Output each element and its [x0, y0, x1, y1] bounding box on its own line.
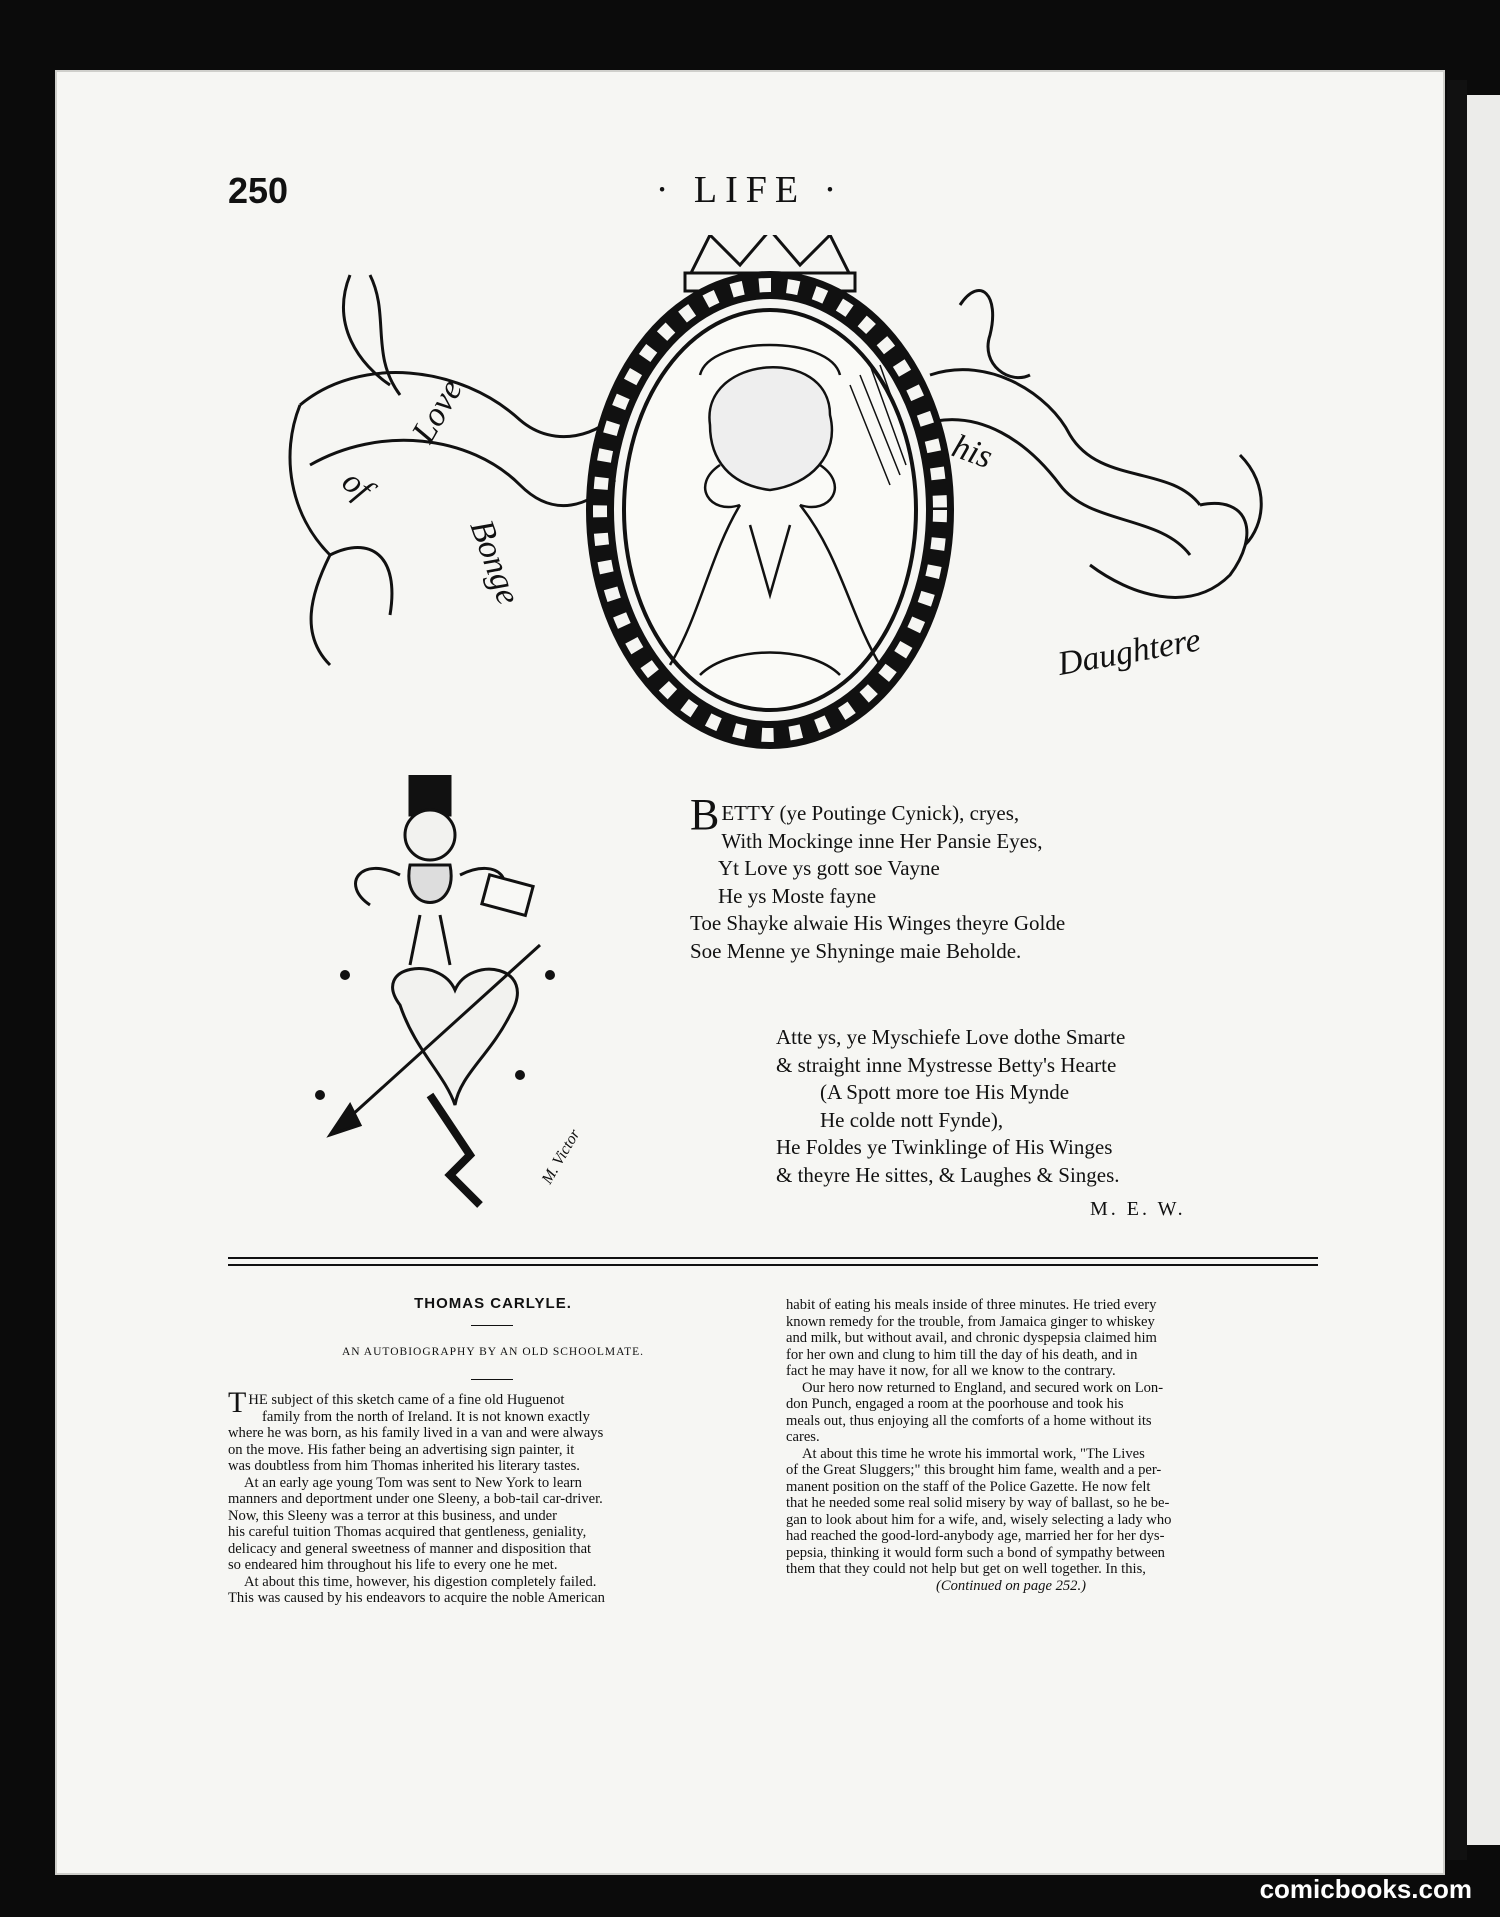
- poem-line: (A Spott more toe His Mynde: [820, 1080, 1070, 1104]
- poem-stanza-2: [776, 1024, 1125, 1189]
- svg-text:M. Victor: M. Victor: [538, 1126, 584, 1187]
- continued-note: (Continued on page 252.): [936, 1577, 1086, 1594]
- section-divider-top: [228, 1257, 1318, 1259]
- article-line: Now, this Sleeny was a terror at this business, and under: [228, 1507, 557, 1524]
- article-line: family from the north of Ireland. It is not known exactly: [262, 1408, 590, 1425]
- poem-dropcap: B: [690, 790, 720, 839]
- poem-stanza-1: [690, 790, 1066, 965]
- article-line: them that they could not help but get on well together. In this,: [786, 1561, 1146, 1577]
- watermark: comicbooks.com: [1259, 1874, 1472, 1904]
- article-column-1: [228, 1386, 760, 1607]
- article-line: meals out, thus enjoying all the comforts of a home without its: [786, 1412, 1152, 1429]
- banner-word-bonge: Bonge: [462, 515, 527, 610]
- article-line: gan to look about him for a wife, and, wisely selecting a lady who: [786, 1511, 1172, 1528]
- article-line: habit of eating his meals inside of three minutes. He tried every: [786, 1297, 1157, 1313]
- banner-word-his: his: [947, 427, 998, 477]
- section-divider-bottom: [228, 1264, 1318, 1266]
- article-line: on the move. His father being an advertising sign painter, it: [228, 1441, 575, 1458]
- article-line: of the Great Sluggers;" this brought him fame, wealth and a per-: [786, 1462, 1162, 1478]
- poem-line: With Mockinge inne Her Pansie Eyes,: [721, 828, 1043, 853]
- article-dropcap: T: [228, 1386, 247, 1419]
- article-line: cares.: [786, 1429, 820, 1445]
- article-column-2: [786, 1297, 1318, 1594]
- article-line: his careful tuition Thomas acquired that gentleness, geniality,: [228, 1524, 587, 1540]
- portrait-medallion-illustration: [270, 235, 1290, 755]
- article-line: pepsia, thinking it would form such a bond of sympathy between: [786, 1544, 1165, 1561]
- article-subtitle: AN AUTOBIOGRAPHY BY AN OLD SCHOOLMATE.: [341, 1346, 645, 1358]
- poem-signature: M. E. W.: [1090, 1198, 1186, 1220]
- poem-line: He colde nott Fynde),: [820, 1107, 1004, 1132]
- banner-word-love: Love: [404, 373, 470, 449]
- article-line: don Punch, engaged a room at the poorhouse and took his: [786, 1396, 1124, 1412]
- article-line: known remedy for the trouble, from Jamaica ginger to whiskey: [786, 1313, 1155, 1330]
- poem-line: Atte ys, ye Myschiefe Love dothe Smarte: [776, 1025, 1126, 1049]
- cupid-on-heart-illustration: [290, 775, 620, 1235]
- article-line: delicacy and general sweetness of manner and disposition that: [228, 1540, 592, 1557]
- article-line: At an early age young Tom was sent to New York to learn: [244, 1474, 582, 1491]
- poem-line: & theyre He sittes, & Laughes & Singes.: [776, 1162, 1120, 1187]
- poem-line: He Foldes ye Twinklinge of His Winges: [776, 1135, 1113, 1159]
- article-line: At about this time he wrote his immortal work, "The Lives: [802, 1445, 1145, 1462]
- article-line: THE subject of this sketch came of a fine old Huguenot: [228, 1386, 565, 1419]
- article-line: Our hero now returned to England, and secured work on Lon-: [802, 1379, 1164, 1396]
- banner-word-daughtere: Daughtere: [1054, 621, 1204, 683]
- poem-line: He ys Moste fayne: [718, 883, 877, 908]
- page-number: 250: [228, 170, 289, 211]
- poem-line: & straight inne Mystresse Betty's Hearte: [776, 1052, 1117, 1077]
- subtitle-underline: [471, 1379, 513, 1380]
- article-line: fact he may have it now, for all we know to the contrary.: [786, 1363, 1116, 1379]
- title-underline: [471, 1325, 513, 1326]
- poem-line: Yt Love ys gott soe Vayne: [718, 856, 940, 880]
- article-line: manent position on the staff of the Police Gazette. He now felt: [786, 1478, 1151, 1495]
- poem-line: BETTY (ye Poutinge Cynick), cryes,: [690, 790, 1020, 839]
- poem-line: Toe Shayke alwaie His Winges theyre Golde: [690, 911, 1066, 935]
- masthead-title: · LIFE ·: [655, 169, 845, 211]
- book-spine: [1447, 80, 1467, 1860]
- article-line: was doubtless from him Thomas inherited his literary tastes.: [228, 1458, 580, 1474]
- article-line: This was caused by his endeavors to acquire the noble American: [228, 1590, 605, 1606]
- article-line: that he needed some real solid misery by way of ballast, so he be-: [786, 1495, 1170, 1511]
- article-line: and milk, but without avail, and chronic dyspepsia claimed him: [786, 1330, 1157, 1346]
- article-line: so endeared him throughout his life to every one he met.: [228, 1557, 558, 1573]
- article-title: THOMAS CARLYLE.: [414, 1295, 572, 1312]
- article-line: had reached the good-lord-anybody age, married her for her dys-: [786, 1528, 1165, 1544]
- poem-line: Soe Menne ye Shyninge maie Beholde.: [690, 938, 1022, 963]
- article-line: for her own and clung to him till the day of his death, and in: [786, 1346, 1138, 1363]
- article-line: At about this time, however, his digestion completely failed.: [244, 1573, 597, 1590]
- article-line: where he was born, as his family lived in a van and were always: [228, 1425, 604, 1441]
- article-line: manners and deportment under one Sleeny, a bob-tail car-driver.: [228, 1491, 603, 1507]
- banner-word-of: of: [334, 462, 379, 509]
